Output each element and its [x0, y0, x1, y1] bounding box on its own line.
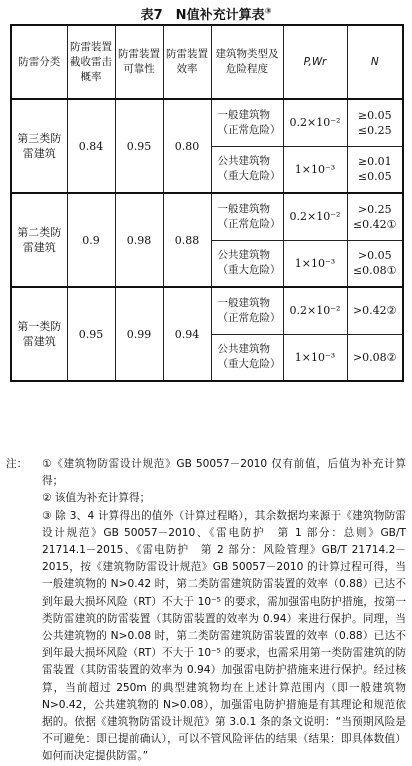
table-row [11, 193, 403, 240]
building-type-cell: 公共建筑物（重大危险） [211, 146, 283, 193]
note-item [6, 456, 406, 490]
category-cell: 第二类防雷建筑 [11, 193, 67, 287]
reliability-cell: 0.95 [115, 99, 163, 193]
pw-cell: 1×10⁻³ [283, 146, 347, 193]
table-title [0, 4, 412, 23]
header-cell: 防雷分类 [11, 25, 67, 99]
building-type-cell: 一般建筑物（正常危险） [211, 287, 283, 334]
n-cell: >0.25 ≤0.42① [347, 193, 403, 240]
category-cell: 第一类防雷建筑 [11, 287, 67, 381]
n-cell: ≥0.05 ≤0.25 [347, 99, 403, 146]
probability-cell: 0.9 [67, 193, 115, 287]
reliability-cell: 0.98 [115, 193, 163, 287]
building-type-cell: 公共建筑物（重大危险） [211, 240, 283, 287]
header-cell: 防雷装置截收雷击概率 [67, 25, 115, 99]
header-cell: N [347, 25, 403, 99]
header-row [11, 25, 403, 99]
n-cell: >0.05 ≤0.08① [347, 240, 403, 287]
table-title-footnote-mark: ③ [264, 6, 272, 16]
building-type-cell: 公共建筑物（重大危险） [211, 334, 283, 381]
notes-section [6, 456, 406, 766]
note-text: ①《建筑物防雷设计规范》GB 50057－2010 仅有前值，后值为补充计算得； [42, 458, 406, 488]
table-row [11, 287, 403, 334]
note-item [6, 508, 406, 766]
n-cell: ≥0.01 ≤0.05 [347, 146, 403, 193]
efficiency-cell: 0.94 [163, 287, 211, 381]
note-text: ② 该值为补充计算得； [42, 492, 151, 505]
efficiency-cell: 0.88 [163, 193, 211, 287]
table-title-text: 表7 N值补充计算表 [140, 8, 265, 23]
header-cell: 防雷装置效率 [163, 25, 211, 99]
note-item [6, 490, 406, 507]
efficiency-cell: 0.80 [163, 99, 211, 193]
pw-cell: 1×10⁻³ [283, 334, 347, 381]
reliability-cell: 0.99 [115, 287, 163, 381]
table-row [11, 99, 403, 146]
notes-label: 注： [6, 458, 28, 470]
probability-cell: 0.84 [67, 99, 115, 193]
category-cell: 第三类防雷建筑 [11, 99, 67, 193]
pw-cell: 0.2×10⁻² [283, 99, 347, 146]
pw-cell: 0.2×10⁻² [283, 193, 347, 240]
n-value-table [10, 24, 404, 382]
building-type-cell: 一般建筑物（正常危险） [211, 99, 283, 146]
n-cell: >0.42② [347, 287, 403, 334]
header-cell: 建筑物类型及危险程度 [211, 25, 283, 99]
header-cell: 防雷装置可靠性 [115, 25, 163, 99]
note-text: ③ 除 3、4 计算得出的值外（计算过程略），其余数据均来源于《建筑物防雷设计规范》GB 50057－2010、《雷电防护 第 1 部分：总则》GB/T 21714.1－2015、《雷电防护 第 2 部分：风险管理》GB/T 21714.2－2015，按《建筑物防雷设计规范》GB 50057－2010 的计算过程可得，当一般建筑物的 N>0.42 时，第二类防雷建筑防雷装置的效率（0.88）已达不到年最大损坏风险（RT）不大于 10⁻⁵ 的要求，需加强雷电防护措施，按第一类防雷建筑的防雷装置（其防雷装置的效率为 0.94）来进行保护。同理，当公共建筑物的 N>0.08 时，第二类防雷建筑防雷装置的效率（0.88）已达不到年最大损坏风险（RT）不大于 10⁻⁵ 的要求，也需采用第一类防雷建筑的防雷装置（其防雷装置的效率为 0.94）加强雷电防护措施来进行保护。经过核算，当前超过 250m 的典型建筑物均在上述计算范围内（即一般建筑物 N>0.42，公共建筑物的 N>0.08），加强雷电防护措施是有其理论和规范依据的。依据《建筑物防雷设计规范》第 3.0.1 条的条文说明：“当预期风险是不可避免：即已提前确认），可以不管风险评估的结果（结果：即具体数值）如何而决定提供防雷。” [42, 509, 406, 763]
header-cell: P,Wr [283, 25, 347, 99]
building-type-cell: 一般建筑物（正常危险） [211, 193, 283, 240]
pw-cell: 1×10⁻³ [283, 240, 347, 287]
n-cell: >0.08② [347, 334, 403, 381]
pw-cell: 0.2×10⁻² [283, 287, 347, 334]
probability-cell: 0.95 [67, 287, 115, 381]
